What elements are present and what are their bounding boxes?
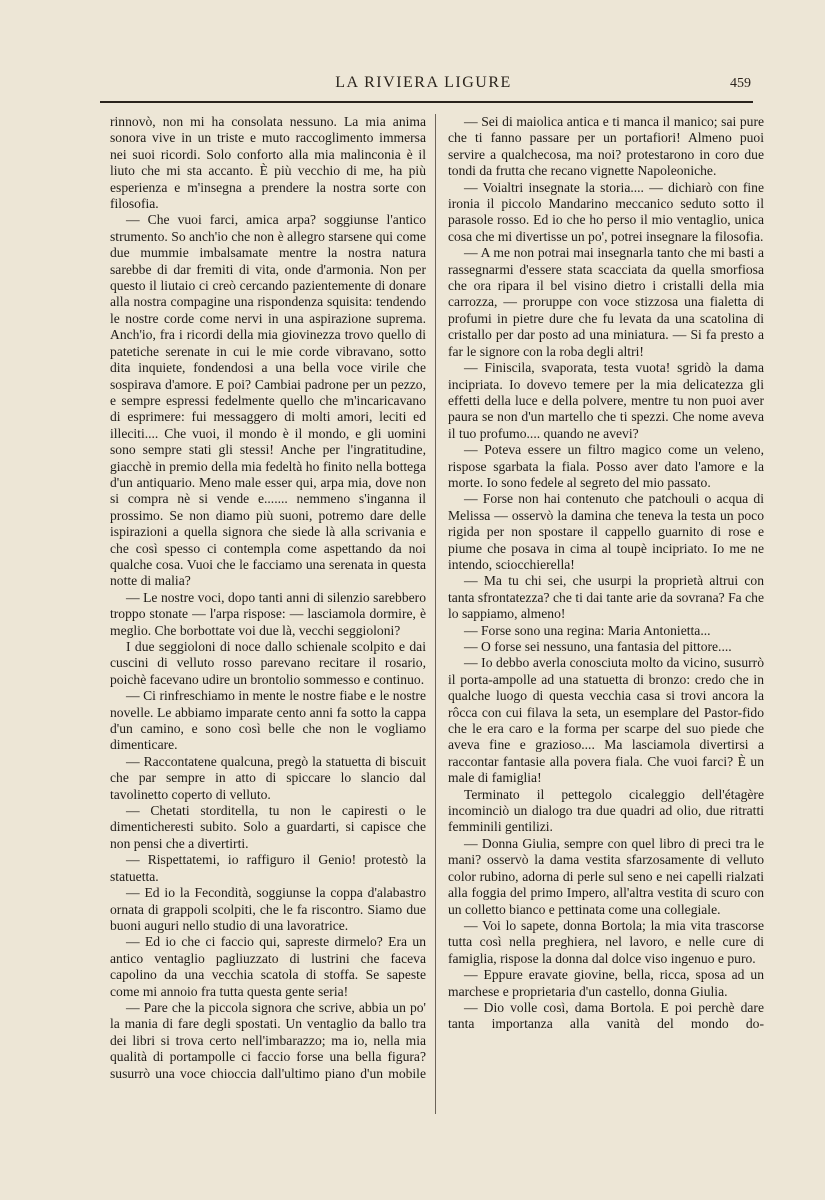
paragraph: — Chetati storditella, tu non le capiresti o le dimenticheresti subito. Solo a guardarti, si capisce che non pensi che a divertirti. xyxy=(110,803,426,851)
paragraph: — Io debbo averla conosciuta molto da vicino, susurrò il porta-ampolle ad una statuetta di bronzo: credo che in qualche luogo di questa vecchia casa si trovi ancora la rôcca con cui filava la seta, un esemplare del Pastor-fido che le era caro e la forma per scarpe del suo piede che aveva fine e grazioso.... Ma lasciamola divertirsi a raccontar fantasie alla povera fiala. Che vuoi farci? È un male di famiglia! xyxy=(448,655,764,786)
page-number: 459 xyxy=(730,76,751,91)
right-column xyxy=(448,114,764,1033)
paragraph: — Le nostre voci, dopo tanti anni di silenzio sarebbero troppo stonate — l'arpa rispose: — lasciamola dormire, è meglio. Che borbottate voi due là, vecchi seggioloni? xyxy=(110,589,426,638)
paragraph: — O forse sei nessuno, una fantasia del pittore.... xyxy=(464,639,732,654)
paragraph: — Voi lo sapete, donna Bortola; la mia vita trascorse tutta così nella preghiera, nel lavoro, e nelle cure di famiglia, rispose la donna dal dolce viso ingenuo e puro. xyxy=(448,917,764,966)
paragraph: — Raccontatene qualcuna, pregò la statuetta di biscuit che par sempre in atto di spiccare lo slancio dal tavolinetto coperto di velluto. xyxy=(110,753,426,802)
paragraph: — Forse non hai contenuto che patchouli o acqua di Melissa — osservò la damina che teneva la testa un poco rigida per non spostare il cappello guarnito di rose e piume che posava in cima al toupè incipriato. Io me ne intendo, sciocchierella! xyxy=(448,491,764,572)
paragraph: — Poteva essere un filtro magico come un veleno, rispose sgarbata la fiala. Posso aver dato l'amore e la morte. Io sono fedele al segreto del mio passato. xyxy=(448,442,764,490)
paragraph: — Voialtri insegnate la storia.... — dichiarò con fine ironia il piccolo Mandarino meccanico seduto sotto il parasole rosso. Ed io che ho perso il mio ventaglio, unica cosa che mi divertisse un po', potrei insegnare la filosofia. xyxy=(448,179,764,244)
paragraph: rinnovò, non mi ha consolata nessuno. La mia anima sonora vive in un triste e muto raccoglimento immersa nei suoi ricordi. Solo conforto alla mia malinconia è il liuto che mi sta accanto. È più vecchio di me, ha più esperienza e m'insegna a prendere la nostra sorte con filosofia. xyxy=(110,114,426,212)
paragraph: — Forse sono una regina: Maria Antonietta... xyxy=(464,622,711,638)
paragraph: — Finiscila, svaporata, testa vuota! sgridò la dama incipriata. Io dovevo temere per la mia delicatezza gli effetti della luce e della polvere, mentre tu non puoi aver paura se non d'un martello che ti spezzi. Che nome aveva il tuo profumo.... quando ne avevi? xyxy=(448,360,764,441)
paragraph: — Ed io la Fecondità, soggiunse la coppa d'alabastro ornata di grappoli scolpiti, che le fa riscontro. Siamo due buoni auguri nello studio di una lavoratrice. xyxy=(110,885,426,933)
column-divider xyxy=(435,114,436,1114)
paragraph: — Eppure eravate giovine, bella, ricca, sposa ad un marchese e proprietaria d'un castello, donna Giulia. xyxy=(448,967,764,999)
paragraph: — Rispettatemi, io raffiguro il Genio! protestò la statuetta. xyxy=(110,852,426,884)
publication-title: LA RIVIERA LIGURE xyxy=(335,74,512,91)
paragraph: — Ed io che ci faccio qui, sapreste dirmelo? Era un antico ventaglio pagliuzzato di lustrini che faceva capolino da una vecchia scatola di stoffa. Se sapeste come mi annoio fra tutta questa gente seria! xyxy=(110,934,426,999)
paragraph: — Ma tu chi sei, che usurpi la proprietà altrui con tanta sfrontatezza? che ti dai tante arie da sovrana? Fa che lo sappiamo, almeno! xyxy=(448,573,764,622)
paragraph: Terminato il pettegolo cicaleggio dell'étagère incominciò un dialogo tra due quadri ad olio, due ritratti femminili gentilizi. xyxy=(448,786,764,835)
paragraph: I due seggioloni di noce dallo schienale scolpito e dai cuscini di velluto rosso parevano recitare il rosario, poichè facevano udire un brontolio sommesso e continuo. xyxy=(110,639,426,687)
paragraph: — Dio volle così, dama Bortola. E poi perchè dare tanta importanza alla vanità del mondo do- xyxy=(448,999,764,1032)
header-rule xyxy=(100,101,753,103)
left-column xyxy=(110,114,426,1082)
paragraph: — Pare che la piccola signora che scrive, abbia un po' la mania di fare degli spostati. Un ventaglio da ballo tra dei libri si trova certo nell'imbarazzo; ma io, nella mia qualità di portampolle ci faccio forse una bella figura? susurrò una voce chioccia dall'ultimo piano d'un mobile xyxy=(110,999,426,1081)
page-header xyxy=(96,74,751,100)
paragraph: — A me non potrai mai insegnarla tanto che mi basti a rassegnarmi d'essere stata scacciata da quella smorfiosa che ora ripara il bel visino dietro i cristalli della mia carrozza, — proruppe con voce stizzosa una fialetta di profumi in pietre dure che fu levata da una scatolina di cristallo per dar posto ad una miniatura. — Si fa presto a far le signore con la roba degli altri! xyxy=(448,245,764,359)
paragraph: — Sei di maiolica antica e ti manca il manico; sai pure che ti fanno passare per un portafiori! Almeno puoi servire a qualchecosa, ma noi? protestarono in coro due tondi da frutta che recano vignette Napoleoniche. xyxy=(448,114,764,179)
paragraph: — Che vuoi farci, amica arpa? soggiunse l'antico strumento. So anch'io che non è allegro starsene qui come due mummie imbalsamate mentre la nostra natura sarebbe di dar fremiti di vita, onde d'armonia. Non per questo il liutaio ci creò cercando pazientemente di donare alla nostra compagine una rispondenza squisita: tendendo le nostre corde come nervi in una aspirazione suprema. Anch'io, fra i ricordi della mia giovinezza trovo quello di patetiche serenate in cui le mie corde vibravano, sotto dita inquiete, fondendosi a una bella voce virile che sospirava d'amore. E poi? Cambiai padrone per un pezzo, e sempre espressi fedelmente quello che m'incaricavano di esprimere: fui messaggero di molti amori, leciti ed illeciti.... Che vuoi, il mondo è il mondo, e gli uomini sono sempre stati gli stessi! Anche per l'ingratitudine, giacchè in premio della mia fedeltà ho finito nella bottega d'un antiquario. Meno male esser qui, arpa mia, dove non si compra nè si vende e....... nemmeno s'inganna il prossimo. Se non diamo più suoni, potremo dare delle ispirazioni a quella signora che siede là alla scrivania e che così spesso ci contempla come aspettando da noi qualche cosa. Vuoi che le facciamo una serenata in questa notte di malia? xyxy=(110,212,426,589)
paragraph: — Ci rinfreschiamo in mente le nostre fiabe e le nostre novelle. Le abbiamo imparate cento anni fa sotto la cappa d'un camino, e sono così belle che non le vogliamo dimenticare. xyxy=(110,688,426,753)
paragraph: — Donna Giulia, sempre con quel libro di preci tra le mani? osservò la dama vestita sfarzosamente di velluto color rubino, adorna di perle sul seno e nei capelli rialzati alla foggia del primo Impero, all'altra vestita di scuro con un colletto bianco e pettinata come una collegiale. xyxy=(448,835,764,917)
